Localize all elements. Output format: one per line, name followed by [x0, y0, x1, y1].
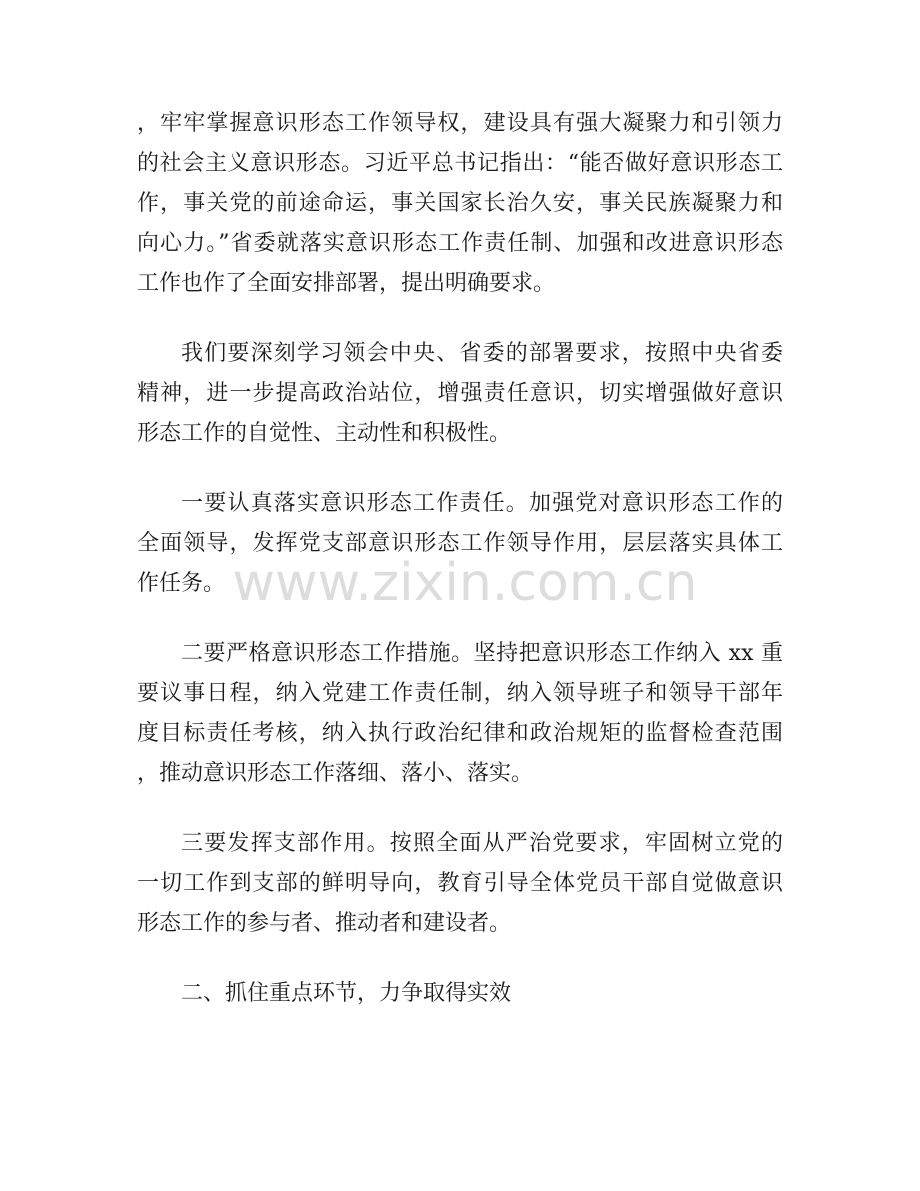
paragraph-4-line-2: 要议事日程，纳入党建工作责任制，纳入领导班子和领导干部年	[137, 681, 783, 706]
section-heading: 二、抓住重点环节，力争取得实效	[181, 981, 512, 1006]
paragraph-2-line-2: 精神，进一步提高政治站位，增强责任意识，切实增强做好意识	[137, 381, 783, 406]
paragraph-4-line-4: ，推动意识形态工作落细、落小、落实。	[137, 761, 534, 786]
paragraph-1-line-1: ，牢牢掌握意识形态工作领导权，建设具有强大凝聚力和引领力	[137, 111, 783, 136]
paragraph-4-line-3: 度目标责任考核，纳入执行政治纪律和政治规矩的监督检查范围	[137, 721, 783, 746]
paragraph-5-line-2: 一切工作到支部的鲜明导向，教育引导全体党员干部自觉做意识	[137, 871, 783, 896]
paragraph-1-line-3: 作，事关党的前途命运，事关国家长治久安，事关民族凝聚力和	[137, 191, 783, 216]
paragraph-1-line-2: 的社会主义意识形态。习近平总书记指出：“能否做好意识形态工	[137, 151, 783, 176]
paragraph-2-line-3: 形态工作的自觉性、主动性和积极性。	[137, 421, 512, 446]
paragraph-3-line-1: 一要认真落实意识形态工作责任。加强党对意识形态工作的	[181, 491, 783, 516]
paragraph-5-line-1: 三要发挥支部作用。按照全面从严治党要求，牢固树立党的	[181, 831, 783, 856]
paragraph-3-line-2: 全面领导，发挥党支部意识形态工作领导作用，层层落实具体工	[137, 531, 783, 556]
paragraph-5-line-3: 形态工作的参与者、推动者和建设者。	[137, 911, 512, 936]
watermark-text: www.zixin.com.cn	[232, 553, 698, 613]
paragraph-4-line-1: 二要严格意识形态工作措施。坚持把意识形态工作纳入 xx 重	[181, 641, 783, 666]
paragraph-1-line-4: 向心力。”省委就落实意识形态工作责任制、加强和改进意识形态	[137, 231, 783, 256]
paragraph-2-line-1: 我们要深刻学习领会中央、省委的部署要求，按照中央省委	[181, 341, 783, 366]
paragraph-3-line-3: 作任务。	[137, 571, 226, 596]
paragraph-1-line-5: 工作也作了全面安排部署，提出明确要求。	[137, 271, 556, 296]
